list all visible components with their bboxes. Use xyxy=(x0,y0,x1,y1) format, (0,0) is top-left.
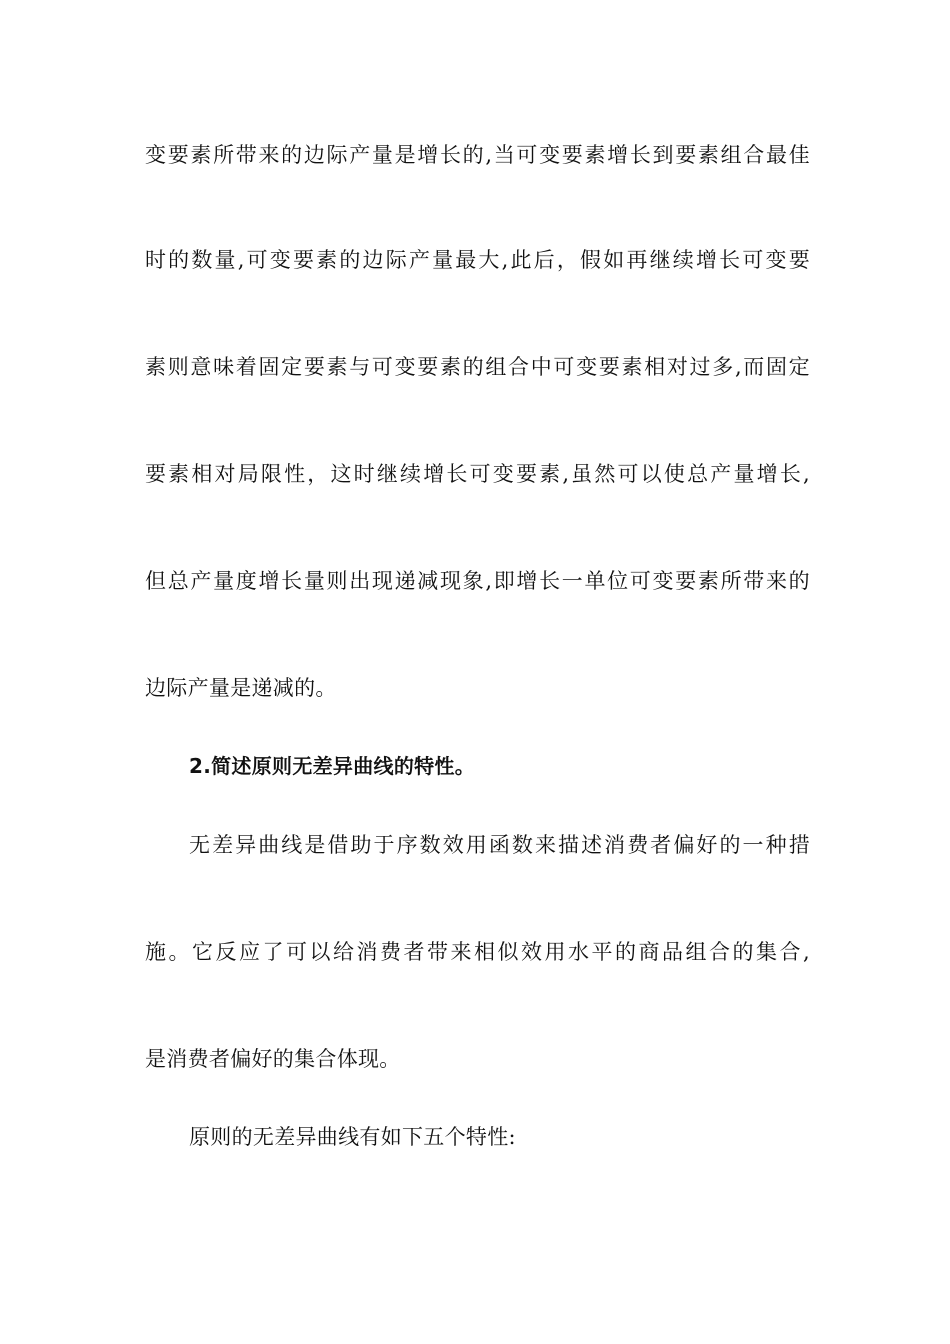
body-text-line-3: 素则意味着固定要素与可变要素的组合中可变要素相对过多,而固定 xyxy=(145,355,810,379)
section-heading: 2.简述原则无差异曲线的特性。 xyxy=(189,754,476,778)
paragraph-2-line-3: 是消费者偏好的集合体现。 xyxy=(145,1047,401,1071)
body-text-line-6: 边际产量是递减的。 xyxy=(145,676,337,700)
body-text-line-4: 要素相对局限性，这时继续增长可变要素,虽然可以使总产量增长, xyxy=(145,462,810,486)
paragraph-2-line-1: 无差异曲线是借助于序数效用函数来描述消费者偏好的一种措 xyxy=(189,833,810,857)
body-text-line-5: 但总产量度增长量则出现递减现象,即增长一单位可变要素所带来的 xyxy=(145,569,810,593)
body-text-line-2: 时的数量,可变要素的边际产量最大,此后，假如再继续增长可变要 xyxy=(145,248,810,272)
paragraph-2-line-2: 施。它反应了可以给消费者带来相似效用水平的商品组合的集合, xyxy=(145,940,810,964)
paragraph-3-line-1: 原则的无差异曲线有如下五个特性: xyxy=(189,1125,516,1149)
body-text-line-1: 变要素所带来的边际产量是增长的,当可变要素增长到要素组合最佳 xyxy=(145,143,810,167)
